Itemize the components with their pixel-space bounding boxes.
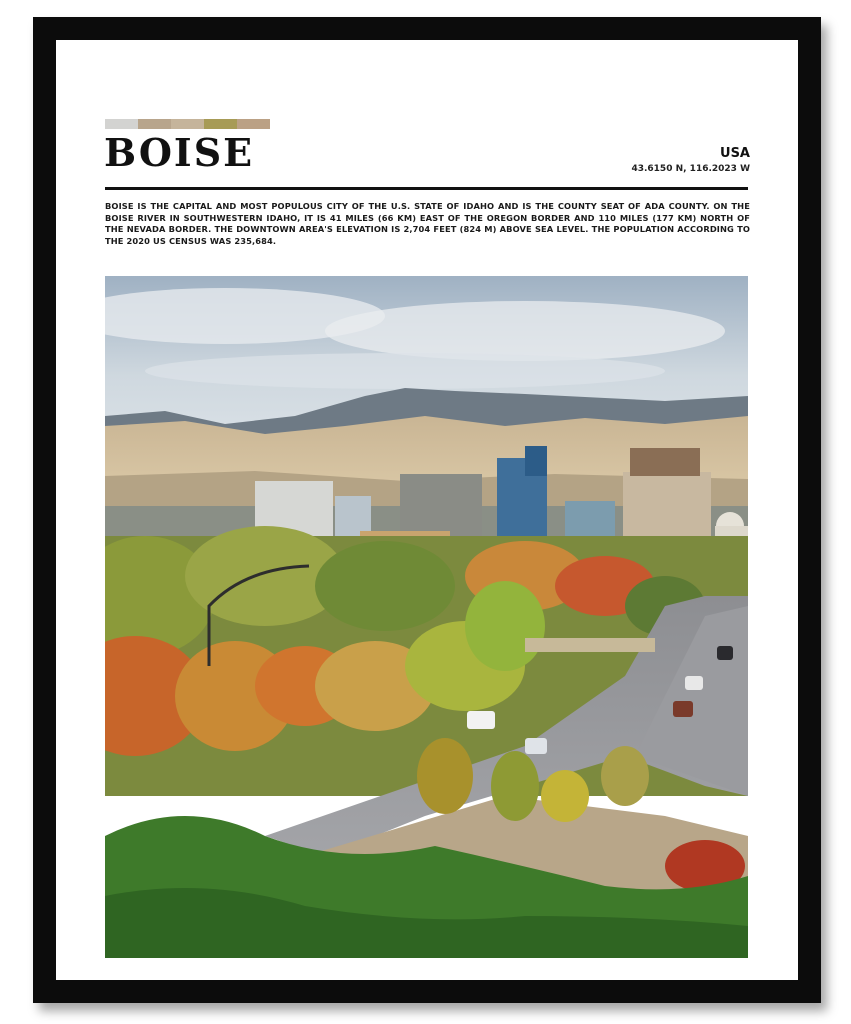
palette-swatch bbox=[105, 119, 138, 129]
picture-frame bbox=[33, 17, 821, 1003]
car bbox=[467, 711, 495, 729]
palette-swatch bbox=[204, 119, 237, 129]
poster-mat bbox=[56, 40, 798, 980]
city-description: BOISE IS THE CAPITAL AND MOST POPULOUS CITY OF THE U.S. STATE OF IDAHO AND IS THE COUNTY SEAT OF ADA COUNTY. ON THE BOISE RIVER IN SOUTHWESTERN IDAHO, IT IS 41 MILES (66 KM) EAST OF THE OREGON BORDER AND 110 MILES (177 KM) NORTH OF THE NEVADA BORDER. THE DOWNTOWN AREA'S ELEVATION IS 2,704 FEET (824 M) ABOVE SEA LEVEL. THE POPULATION ACCORDING TO THE 2020 US CENSUS WAS 235,684. bbox=[105, 201, 750, 246]
country-label: USA bbox=[720, 146, 750, 161]
car bbox=[525, 738, 547, 754]
coordinates-label: 43.6150 N, 116.2023 W bbox=[631, 164, 750, 174]
palette-swatch bbox=[237, 119, 270, 129]
palette-swatch bbox=[171, 119, 204, 129]
pedestrian-bridge bbox=[525, 638, 655, 652]
title-divider bbox=[105, 187, 748, 190]
color-palette bbox=[105, 119, 270, 129]
city-photo-illustration bbox=[105, 276, 748, 958]
palette-swatch bbox=[138, 119, 171, 129]
city-title: BOISE bbox=[104, 130, 255, 175]
city-photo bbox=[105, 276, 748, 958]
